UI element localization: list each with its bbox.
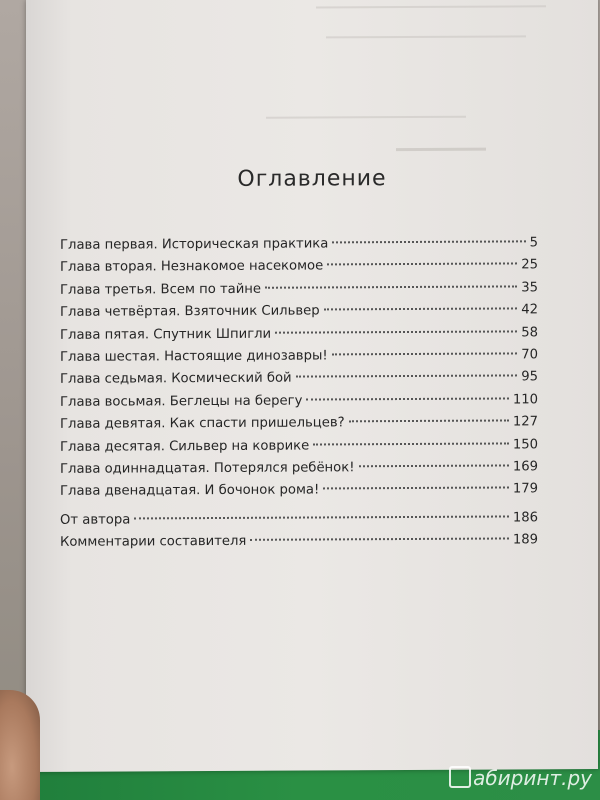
toc-entry-label: От автора	[60, 512, 131, 528]
leader-dots	[250, 538, 508, 541]
toc-entry-label: Глава одиннадцатая. Потерялся ребёнок!	[60, 460, 355, 477]
toc-entry-label: Глава первая. Историческая практика	[60, 236, 329, 253]
toc-entry-label: Глава третья. Всем по тайне	[60, 281, 262, 298]
book-page	[26, 0, 598, 772]
toc-entry-label: Глава четвёртая. Взяточник Сильвер	[60, 303, 320, 320]
leader-dots	[275, 330, 517, 333]
toc-entry-page: 179	[512, 481, 538, 497]
leader-dots	[313, 442, 509, 445]
toc-entry-label: Комментарии составителя	[60, 533, 247, 550]
toc-entry-page: 150	[512, 436, 538, 452]
toc-entry	[60, 482, 538, 507]
toc-entry	[60, 370, 538, 395]
bleed-through-line	[316, 5, 546, 16]
leader-dots	[323, 487, 509, 490]
toc-entry-label: Глава седьмая. Космический бой	[60, 370, 292, 388]
leader-dots	[332, 240, 525, 243]
toc-entry	[60, 510, 538, 535]
toc-entry	[60, 235, 538, 260]
toc-entry-label: Глава десятая. Сильвер на коврике	[60, 438, 310, 455]
watermark-text: абиринт.ру	[473, 766, 592, 790]
toc-entry-label: Глава двенадцатая. И бочонок рома!	[60, 482, 320, 500]
page-title: Оглавление	[237, 166, 387, 192]
leader-dots	[327, 263, 517, 266]
leader-dots	[324, 308, 518, 311]
toc-entry	[60, 258, 538, 283]
toc-entry-label: Глава девятая. Как спасти пришельцев?	[60, 415, 345, 432]
site-watermark	[449, 763, 592, 790]
toc-entry-page: 42	[521, 302, 538, 318]
toc-entry	[60, 325, 538, 350]
labyrinth-logo-icon	[449, 766, 471, 788]
toc-entry-page: 189	[512, 532, 538, 548]
table-of-contents	[60, 235, 538, 557]
leader-dots	[359, 464, 509, 467]
toc-entry-label: Глава шестая. Настоящие динозавры!	[60, 348, 328, 365]
leader-dots	[306, 397, 508, 400]
toc-entry	[60, 437, 538, 462]
toc-entry	[60, 459, 538, 484]
toc-entry	[60, 280, 538, 305]
toc-entry-page: 127	[512, 414, 538, 430]
toc-entry-page: 110	[512, 392, 538, 408]
toc-entry	[60, 414, 538, 439]
bleed-through-line	[326, 35, 526, 44]
leader-dots	[265, 285, 517, 288]
toc-entry	[60, 347, 538, 372]
toc-entry	[60, 532, 538, 557]
bleed-through-line	[396, 148, 486, 159]
toc-entry-page: 186	[512, 510, 538, 526]
leader-dots	[134, 515, 509, 519]
toc-entry-page: 25	[521, 257, 538, 273]
toc-entry-page: 35	[521, 280, 538, 296]
thumb-holding-book	[0, 690, 40, 800]
toc-entry-page: 58	[521, 324, 538, 340]
toc-entry-page: 5	[529, 235, 538, 251]
leader-dots	[349, 420, 509, 423]
toc-entry-page: 70	[521, 347, 538, 363]
toc-entry-page: 95	[521, 369, 538, 385]
leader-dots	[296, 375, 518, 378]
toc-entry-label: Глава пятая. Спутник Шпигли	[60, 326, 272, 343]
leader-dots	[332, 352, 518, 355]
toc-entry	[60, 302, 538, 327]
toc-entry-page: 169	[512, 459, 538, 475]
toc-entry-label: Глава вторая. Незнакомое насекомое	[60, 258, 324, 276]
bleed-through-line	[266, 116, 466, 125]
toc-entry	[60, 392, 538, 417]
toc-entry-label: Глава восьмая. Беглецы на берегу	[60, 393, 303, 410]
